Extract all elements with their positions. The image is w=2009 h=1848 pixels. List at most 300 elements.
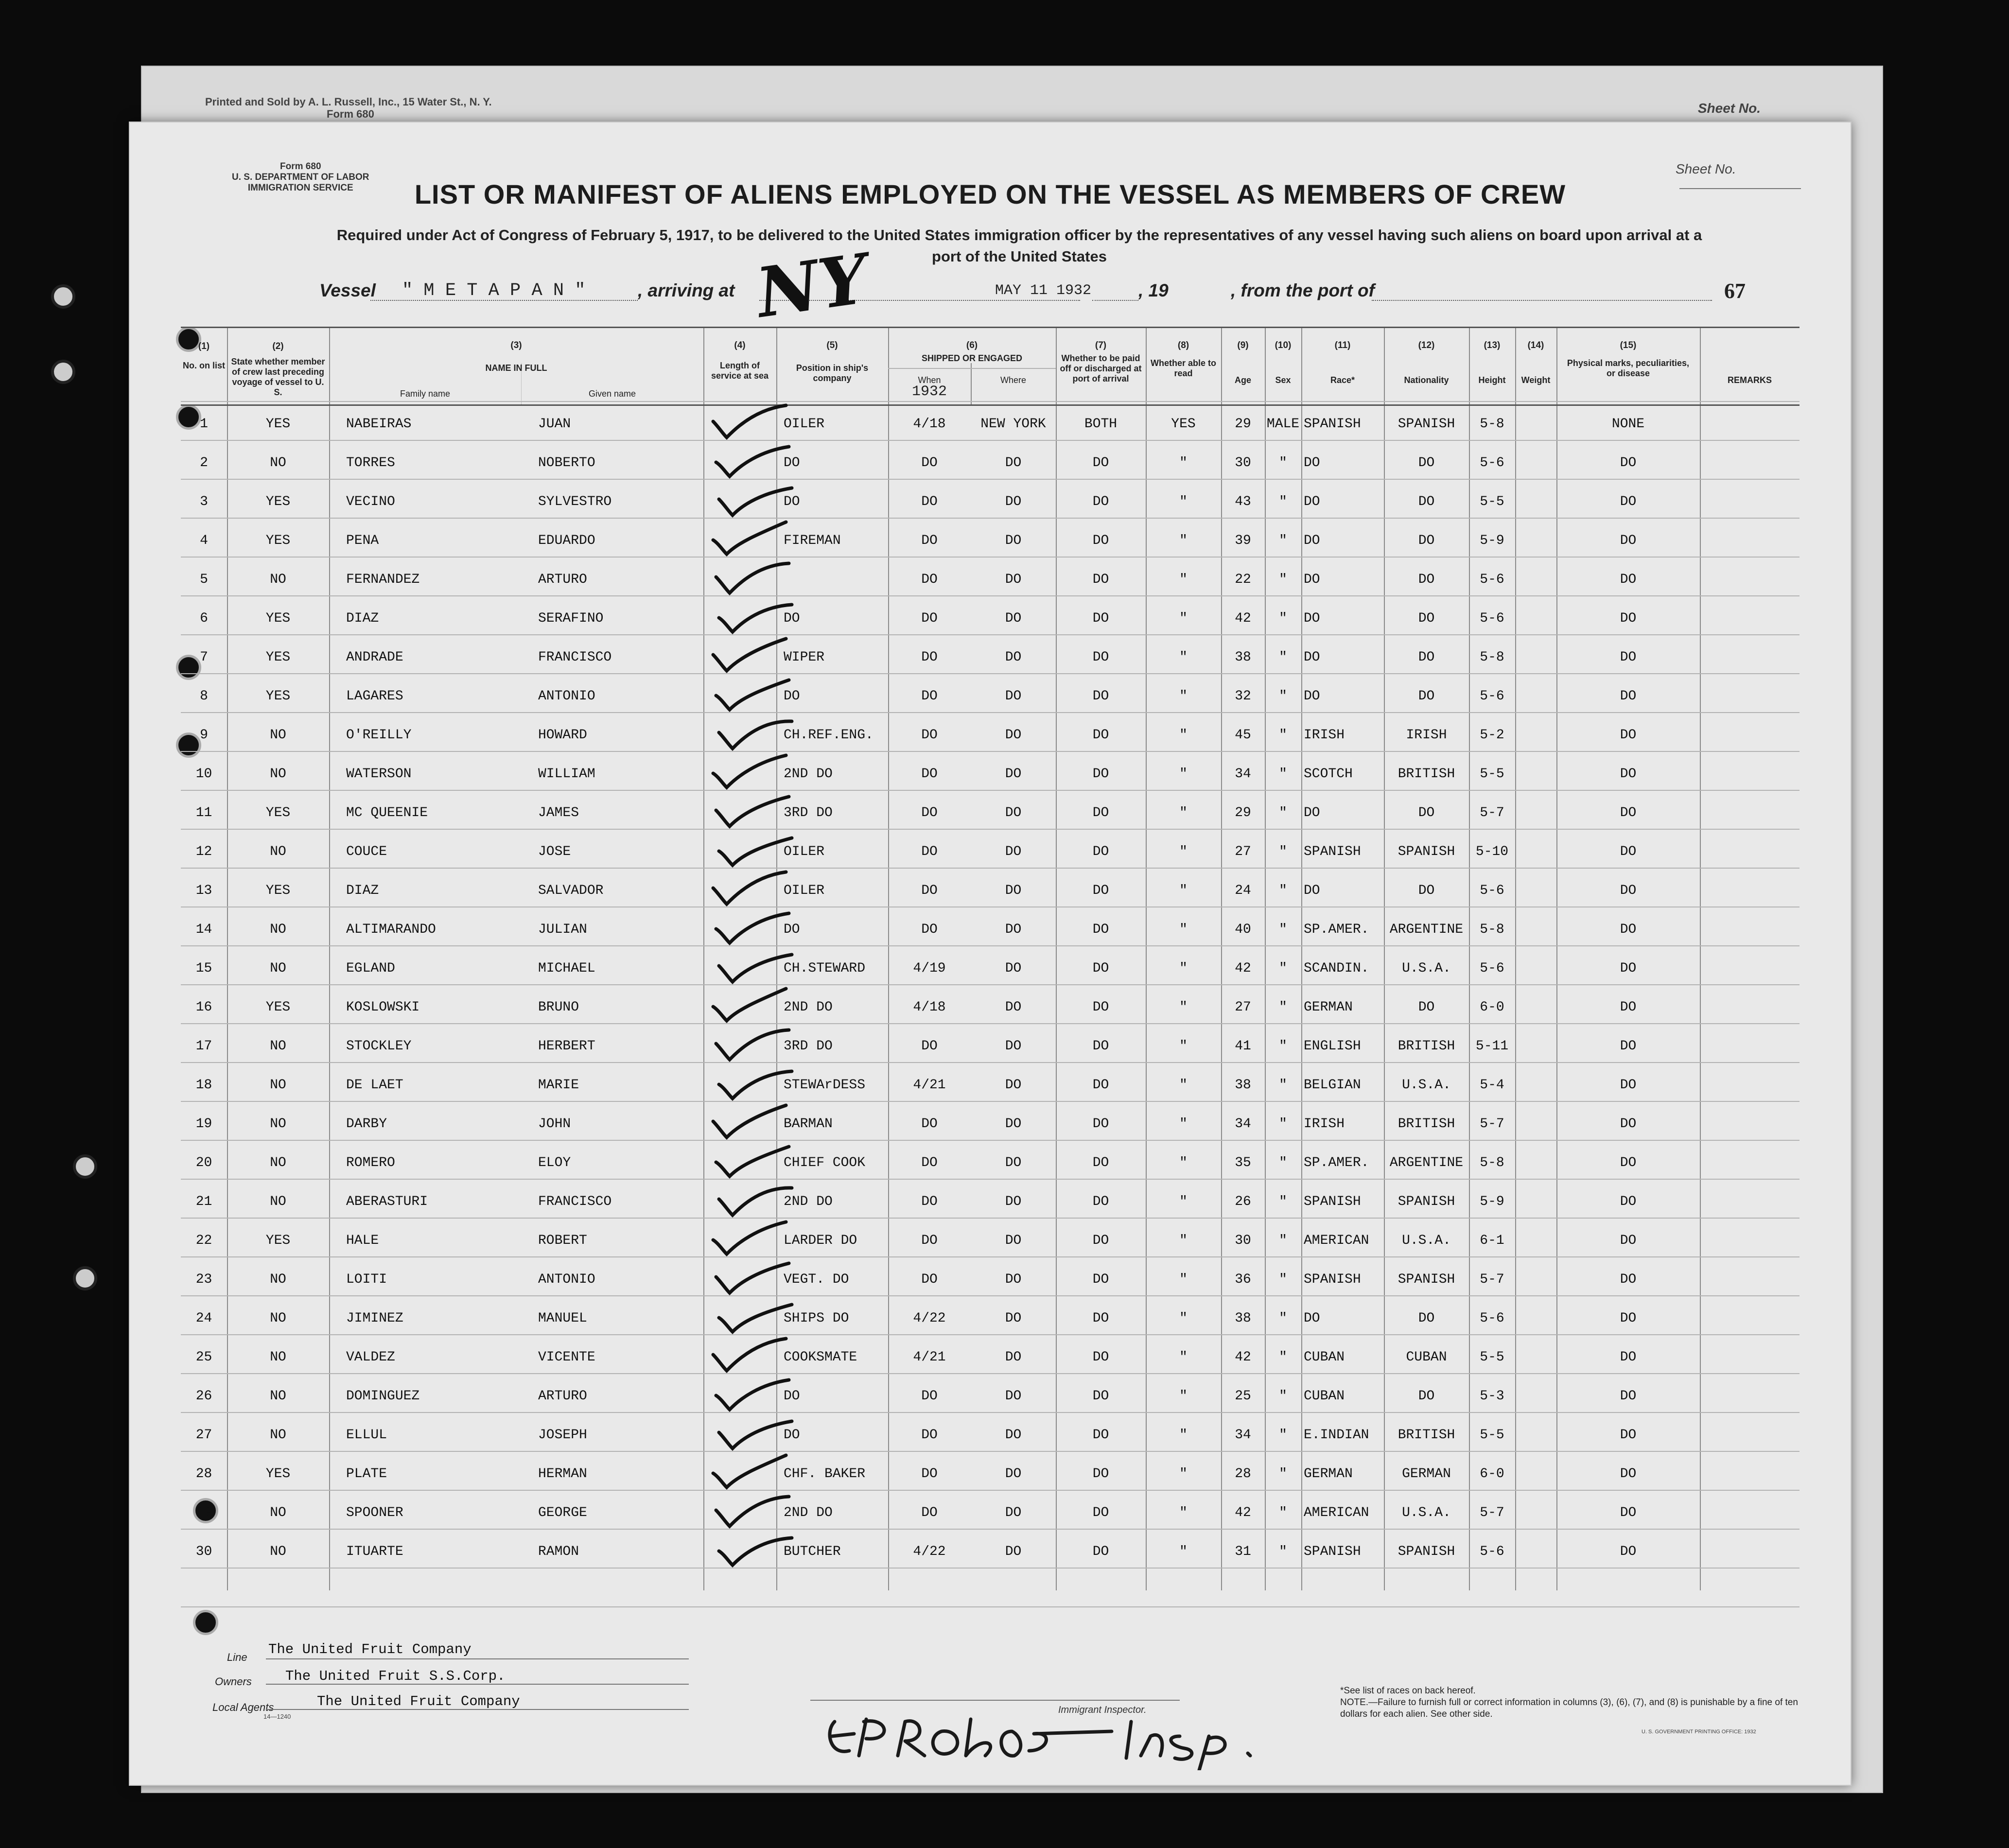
row-number: 4	[200, 533, 208, 548]
length-of-service-check-icon	[708, 633, 791, 677]
row-family-name: PLATE	[346, 1466, 387, 1482]
col-num-10: (10)	[1275, 340, 1292, 350]
row-age: 28	[1235, 1466, 1251, 1482]
row-position: 3RD DO	[784, 1039, 833, 1054]
row-able-to-read: "	[1179, 1000, 1188, 1015]
footer-line-rule	[266, 1658, 689, 1659]
row-able-to-read: "	[1179, 728, 1188, 743]
under-sheet-no: Sheet No.	[1697, 101, 1761, 116]
row-position: COOKSMATE	[784, 1350, 857, 1365]
row-physical-marks: DO	[1620, 767, 1637, 782]
row-sex: "	[1279, 883, 1287, 898]
row-height: 5-5	[1480, 1350, 1504, 1365]
row-age: 42	[1235, 1505, 1251, 1520]
header-position: Position in ship's company	[796, 363, 869, 383]
row-race: DO	[1304, 611, 1320, 626]
row-family-name: ITUARTE	[346, 1544, 403, 1559]
row-given-name: ELOY	[538, 1155, 571, 1170]
row-physical-marks: DO	[1620, 1000, 1637, 1015]
header-family-name: Family name	[400, 389, 451, 399]
row-where: DO	[1005, 1272, 1022, 1287]
footnote-races: *See list of races on back hereof.	[1340, 1686, 1476, 1696]
row-nationality: SPANISH	[1398, 417, 1455, 432]
length-of-service-check-icon	[714, 1294, 797, 1338]
row-paid-off: DO	[1092, 572, 1109, 587]
row-where: DO	[1005, 1428, 1022, 1443]
header-sex: Sex	[1275, 375, 1291, 385]
col-num-14: (14)	[1527, 340, 1544, 350]
row-number: 1	[200, 417, 208, 432]
row-family-name: LOITI	[346, 1272, 387, 1287]
row-family-name: PENA	[346, 533, 379, 548]
row-age: 45	[1235, 728, 1251, 743]
length-of-service-check-icon	[714, 1411, 797, 1454]
row-physical-marks: DO	[1620, 961, 1637, 976]
row-given-name: MARIE	[538, 1078, 579, 1093]
row-physical-marks: DO	[1620, 728, 1637, 743]
row-nationality: DO	[1418, 455, 1435, 471]
row-rule	[181, 518, 1799, 519]
row-sex: "	[1279, 728, 1287, 743]
row-position: 3RD DO	[784, 805, 833, 820]
row-family-name: LAGARES	[346, 689, 403, 704]
row-where: DO	[1005, 1350, 1022, 1365]
length-of-service-check-icon	[708, 1216, 791, 1260]
row-given-name: FRANCISCO	[538, 1194, 612, 1209]
row-rule	[181, 868, 1799, 869]
row-sex: "	[1279, 1116, 1287, 1132]
row-given-name: JULIAN	[538, 922, 587, 937]
row-age: 24	[1235, 883, 1251, 898]
row-sex: "	[1279, 689, 1287, 704]
row-race: ENGLISH	[1304, 1039, 1361, 1054]
footer-line-label: Line	[227, 1651, 247, 1663]
row-nationality: SPANISH	[1398, 844, 1455, 859]
row-paid-off: DO	[1092, 1389, 1109, 1404]
row-family-name: VALDEZ	[346, 1350, 395, 1365]
row-able-to-read: "	[1179, 1233, 1188, 1248]
row-last-voyage: YES	[265, 494, 291, 509]
row-rule	[181, 440, 1799, 441]
row-where: DO	[1005, 961, 1022, 976]
row-able-to-read: "	[1179, 883, 1188, 898]
row-position: CH.REF.ENG.	[784, 728, 873, 743]
row-age: 29	[1235, 417, 1251, 432]
row-family-name: DIAZ	[346, 611, 379, 626]
row-when: 4/19	[913, 961, 946, 976]
row-last-voyage: NO	[270, 767, 286, 782]
row-height: 5-7	[1480, 1272, 1504, 1287]
from-port-blank	[1372, 300, 1712, 301]
row-physical-marks: DO	[1620, 650, 1637, 665]
row-where: DO	[1005, 883, 1022, 898]
row-race: SCOTCH	[1304, 767, 1353, 782]
length-of-service-check-icon	[711, 1255, 794, 1299]
row-where: DO	[1005, 494, 1022, 509]
col-num-12: (12)	[1418, 340, 1435, 350]
row-sex: "	[1279, 1311, 1287, 1326]
row-given-name: VICENTE	[538, 1350, 595, 1365]
row-rule	[181, 1373, 1799, 1374]
row-given-name: ANTONIO	[538, 1272, 595, 1287]
header-able-to-read: Whether able to read	[1150, 358, 1216, 378]
binder-hole-icon	[73, 1266, 97, 1290]
row-able-to-read: "	[1179, 1428, 1188, 1443]
row-when: DO	[921, 572, 938, 587]
row-height: 6-0	[1480, 1466, 1504, 1482]
row-number: 6	[200, 611, 208, 626]
row-rule	[181, 634, 1799, 635]
row-when: DO	[921, 1039, 938, 1054]
row-family-name: COUCE	[346, 844, 387, 859]
length-of-service-check-icon	[714, 827, 797, 871]
row-number: 30	[195, 1544, 212, 1559]
row-rule	[181, 1490, 1799, 1491]
row-family-name: SPOONER	[346, 1505, 403, 1520]
row-age: 25	[1235, 1389, 1251, 1404]
row-when: 4/22	[913, 1311, 946, 1326]
row-number: 11	[195, 805, 212, 820]
row-height: 5-7	[1480, 1116, 1504, 1132]
row-when: DO	[921, 1233, 938, 1248]
row-family-name: DARBY	[346, 1116, 387, 1132]
year-label: , 19	[1138, 280, 1169, 300]
row-race: SP.AMER.	[1304, 1155, 1369, 1170]
row-position: CHIEF COOK	[784, 1155, 866, 1170]
row-last-voyage: NO	[270, 1116, 286, 1132]
row-sex: "	[1279, 1000, 1287, 1015]
row-age: 39	[1235, 533, 1251, 548]
row-number: 29	[195, 1505, 212, 1520]
row-where: DO	[1005, 1039, 1022, 1054]
row-nationality: BRITISH	[1398, 1116, 1455, 1132]
length-of-service-check-icon	[711, 788, 794, 832]
row-race: DO	[1304, 494, 1320, 509]
row-when: DO	[921, 883, 938, 898]
row-position: 2ND DO	[784, 767, 833, 782]
row-family-name: ANDRADE	[346, 650, 403, 665]
row-when: 4/18	[913, 1000, 946, 1015]
row-physical-marks: DO	[1620, 1311, 1637, 1326]
row-physical-marks: DO	[1620, 494, 1637, 509]
row-family-name: KOSLOWSKI	[346, 1000, 420, 1015]
row-physical-marks: DO	[1620, 883, 1637, 898]
row-paid-off: DO	[1092, 1233, 1109, 1248]
column-rule	[1515, 327, 1516, 1590]
row-age: 27	[1235, 1000, 1251, 1015]
row-physical-marks: DO	[1620, 1272, 1637, 1287]
row-race: IRISH	[1304, 1116, 1345, 1132]
row-physical-marks: DO	[1620, 1039, 1637, 1054]
row-given-name: RAMON	[538, 1544, 579, 1559]
row-nationality: U.S.A.	[1402, 961, 1451, 976]
column-rule	[329, 327, 330, 1590]
row-able-to-read: "	[1179, 1272, 1188, 1287]
col-num-8: (8)	[1177, 340, 1189, 350]
row-height: 5-8	[1480, 650, 1504, 665]
row-physical-marks: DO	[1620, 689, 1637, 704]
row-number: 9	[200, 728, 208, 743]
row-race: DO	[1304, 805, 1320, 820]
row-physical-marks: DO	[1620, 1389, 1637, 1404]
row-nationality: U.S.A.	[1402, 1233, 1451, 1248]
row-number: 19	[195, 1116, 212, 1132]
row-family-name: ABERASTURI	[346, 1194, 428, 1209]
row-sex: "	[1279, 1389, 1287, 1404]
row-height: 5-7	[1480, 805, 1504, 820]
row-position: OILER	[784, 417, 825, 432]
row-race: SPANISH	[1304, 844, 1361, 859]
row-position: 2ND DO	[784, 1000, 833, 1015]
row-able-to-read: "	[1179, 1350, 1188, 1365]
row-when: DO	[921, 455, 938, 471]
row-race: SP.AMER.	[1304, 922, 1369, 937]
row-able-to-read: "	[1179, 494, 1188, 509]
row-nationality: DO	[1418, 689, 1435, 704]
row-age: 38	[1235, 1311, 1251, 1326]
row-number: 25	[195, 1350, 212, 1365]
row-family-name: ROMERO	[346, 1155, 395, 1170]
row-race: DO	[1304, 533, 1320, 548]
row-physical-marks: DO	[1620, 1350, 1637, 1365]
signature-text: E.P.Hobbs Insp.	[820, 1702, 824, 1703]
footnote	[1340, 1685, 1817, 1720]
row-rule	[181, 712, 1799, 713]
header-weight: Weight	[1521, 375, 1551, 385]
row-sex: "	[1279, 1544, 1287, 1559]
subtitle-line-1: Required under Act of Congress of February 5, 1917, to be delivered to the United States immigration officer by the representatives of any vessel having such aliens on board upon arrival at a	[336, 227, 1702, 244]
date-blank	[1092, 300, 1138, 301]
row-family-name: JIMINEZ	[346, 1311, 403, 1326]
row-given-name: SALVADOR	[538, 883, 604, 898]
row-position: DO	[784, 455, 800, 471]
row-rule	[181, 1140, 1799, 1141]
row-where: DO	[1005, 533, 1022, 548]
col-num-5: (5)	[826, 340, 838, 350]
from-port-label: , from the port of	[1231, 280, 1375, 300]
row-number: 7	[200, 650, 208, 665]
row-last-voyage: YES	[265, 805, 291, 820]
row-height: 5-8	[1480, 417, 1504, 432]
row-age: 32	[1235, 689, 1251, 704]
row-nationality: U.S.A.	[1402, 1078, 1451, 1093]
row-number: 17	[195, 1039, 212, 1054]
row-nationality: BRITISH	[1398, 1039, 1455, 1054]
header-bottom-rule	[181, 404, 1799, 406]
footnote-penalty: NOTE.—Failure to furnish full or correct information in columns (3), (6), (7), and (8) is punishable by a fine of ten dollars for each alien. See other side.	[1340, 1697, 1798, 1719]
row-sex: "	[1279, 1505, 1287, 1520]
row-sex: "	[1279, 844, 1287, 859]
row-paid-off: DO	[1092, 1116, 1109, 1132]
row-family-name: MC QUEENIE	[346, 805, 428, 820]
row-rule	[181, 1412, 1799, 1413]
row-age: 22	[1235, 572, 1251, 587]
inspector-label: Immigrant Inspector.	[1058, 1705, 1147, 1715]
row-age: 29	[1235, 805, 1251, 820]
row-able-to-read: "	[1179, 805, 1188, 820]
row-height: 5-6	[1480, 961, 1504, 976]
row-rule	[181, 1334, 1799, 1335]
shipped-subheader-rule	[888, 368, 1056, 369]
row-nationality: SPANISH	[1398, 1272, 1455, 1287]
row-where: DO	[1005, 1155, 1022, 1170]
row-height: 5-2	[1480, 728, 1504, 743]
under-form-line: Form 680	[327, 108, 374, 120]
row-nationality: BRITISH	[1398, 767, 1455, 782]
row-age: 27	[1235, 844, 1251, 859]
row-position: STEWArDESS	[784, 1078, 866, 1093]
row-race: SCANDIN.	[1304, 961, 1369, 976]
row-when: 4/21	[913, 1350, 946, 1365]
row-paid-off: DO	[1092, 1272, 1109, 1287]
row-height: 5-7	[1480, 1505, 1504, 1520]
row-race: SPANISH	[1304, 1272, 1361, 1287]
row-race: DO	[1304, 455, 1320, 471]
row-position: DO	[784, 922, 800, 937]
row-sex: "	[1279, 922, 1287, 937]
row-able-to-read: "	[1179, 572, 1188, 587]
row-position: DO	[784, 611, 800, 626]
header-age: Age	[1234, 375, 1251, 385]
row-last-voyage: YES	[265, 883, 291, 898]
row-family-name: FERNANDEZ	[346, 572, 420, 587]
row-nationality: DO	[1418, 611, 1435, 626]
row-when: DO	[921, 494, 938, 509]
row-able-to-read: "	[1179, 1155, 1188, 1170]
row-paid-off: DO	[1092, 1466, 1109, 1482]
footer-owners-label: Owners	[215, 1675, 252, 1688]
row-nationality: CUBAN	[1406, 1350, 1447, 1365]
length-of-service-check-icon	[714, 594, 797, 638]
row-where: DO	[1005, 611, 1022, 626]
row-race: IRISH	[1304, 728, 1345, 743]
row-able-to-read: "	[1179, 1078, 1188, 1093]
row-rule	[181, 1062, 1799, 1063]
row-last-voyage: NO	[270, 1389, 286, 1404]
row-physical-marks: DO	[1620, 1544, 1637, 1559]
row-physical-marks: DO	[1620, 1505, 1637, 1520]
row-sex: "	[1279, 1039, 1287, 1054]
form-service: IMMIGRATION SERVICE	[247, 183, 353, 193]
row-last-voyage: YES	[265, 1466, 291, 1482]
row-paid-off: DO	[1092, 1194, 1109, 1209]
row-where: DO	[1005, 1000, 1022, 1015]
punch-hole-icon	[193, 1610, 218, 1635]
footer-owners-value: The United Fruit S.S.Corp.	[285, 1668, 506, 1684]
row-nationality: BRITISH	[1398, 1428, 1455, 1443]
row-last-voyage: NO	[270, 455, 286, 471]
row-number: 3	[200, 494, 208, 509]
row-rule	[181, 1101, 1799, 1102]
row-when: DO	[921, 533, 938, 548]
row-nationality: DO	[1418, 572, 1435, 587]
row-rule	[181, 1218, 1799, 1219]
row-age: 35	[1235, 1155, 1251, 1170]
row-able-to-read: YES	[1171, 417, 1196, 432]
row-paid-off: DO	[1092, 1000, 1109, 1015]
row-position: OILER	[784, 844, 825, 859]
row-sex: "	[1279, 1350, 1287, 1365]
vessel-name: " M E T A P A N "	[402, 280, 586, 301]
row-given-name: MANUEL	[538, 1311, 587, 1326]
row-height: 5-9	[1480, 1194, 1504, 1209]
length-of-service-check-icon	[708, 400, 791, 443]
row-sex: "	[1279, 494, 1287, 509]
row-number: 18	[195, 1078, 212, 1093]
row-last-voyage: YES	[265, 1233, 291, 1248]
page-title: LIST OR MANIFEST OF ALIENS EMPLOYED ON THE VESSEL AS MEMBERS OF CREW	[414, 179, 1566, 209]
row-race: DO	[1304, 650, 1320, 665]
row-able-to-read: "	[1179, 1505, 1188, 1520]
row-paid-off: DO	[1092, 1350, 1109, 1365]
row-paid-off: BOTH	[1084, 417, 1118, 432]
row-paid-off: DO	[1092, 1039, 1109, 1054]
row-race: GERMAN	[1304, 1466, 1353, 1482]
row-nationality: DO	[1418, 883, 1435, 898]
header-where: Where	[1000, 375, 1026, 385]
col-num-15: (15)	[1620, 340, 1637, 350]
row-position: DO	[784, 1389, 800, 1404]
row-height: 5-8	[1480, 1155, 1504, 1170]
row-given-name: ARTURO	[538, 572, 587, 587]
row-able-to-read: "	[1179, 1389, 1188, 1404]
row-nationality: DO	[1418, 494, 1435, 509]
row-last-voyage: NO	[270, 1544, 286, 1559]
footer-agents-code: 14—1240	[263, 1713, 291, 1720]
row-position: WIPER	[784, 650, 825, 665]
row-rule	[181, 1179, 1799, 1180]
row-nationality: ARGENTINE	[1389, 1155, 1464, 1170]
row-age: 34	[1235, 1428, 1251, 1443]
header-given-name: Given name	[588, 389, 636, 399]
row-physical-marks: DO	[1620, 533, 1637, 548]
binder-hole-icon	[51, 284, 75, 309]
row-nationality: DO	[1418, 650, 1435, 665]
row-family-name: NABEIRAS	[346, 417, 412, 432]
row-physical-marks: DO	[1620, 844, 1637, 859]
row-where: NEW YORK	[980, 417, 1046, 432]
length-of-service-check-icon	[711, 1488, 794, 1532]
date-stamp: MAY 11 1932	[995, 282, 1092, 299]
row-nationality: SPANISH	[1398, 1194, 1455, 1209]
row-race: DO	[1304, 883, 1320, 898]
form-number: Form 680	[280, 161, 321, 172]
row-when: DO	[921, 611, 938, 626]
row-last-voyage: NO	[270, 1505, 286, 1520]
form-department: U. S. DEPARTMENT OF LABOR	[232, 172, 369, 182]
row-given-name: WILLIAM	[538, 767, 595, 782]
row-height: 6-1	[1480, 1233, 1504, 1248]
row-rule	[181, 1568, 1799, 1569]
length-of-service-check-icon	[711, 905, 794, 949]
row-paid-off: DO	[1092, 611, 1109, 626]
row-family-name: HALE	[346, 1233, 379, 1248]
col-num-9: (9)	[1237, 340, 1249, 350]
inspector-signature-line	[810, 1700, 1180, 1701]
length-of-service-check-icon	[708, 866, 791, 910]
row-able-to-read: "	[1179, 455, 1188, 471]
row-sex: "	[1279, 1466, 1287, 1482]
row-physical-marks: DO	[1620, 805, 1637, 820]
row-given-name: SERAFINO	[538, 611, 604, 626]
row-age: 41	[1235, 1039, 1251, 1054]
row-race: DO	[1304, 1311, 1320, 1326]
length-of-service-check-icon	[708, 1449, 791, 1493]
row-race: E.INDIAN	[1304, 1428, 1369, 1443]
footer-agents-label: Local Agents	[212, 1701, 274, 1713]
length-of-service-check-icon	[714, 477, 797, 521]
row-given-name: NOBERTO	[538, 455, 595, 471]
